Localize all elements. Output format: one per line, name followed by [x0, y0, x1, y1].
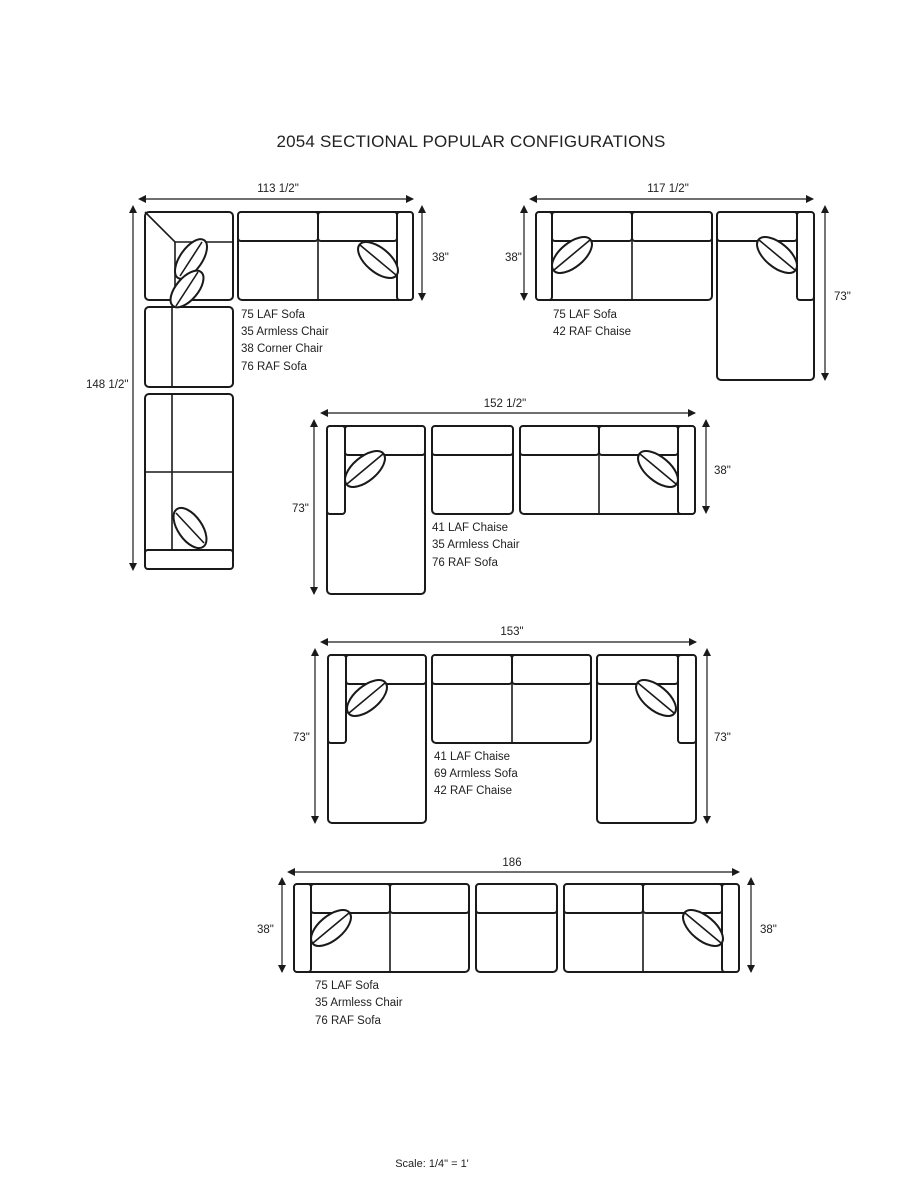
- right-dimension: 38": [760, 924, 777, 936]
- width-dimension: 186: [502, 857, 522, 869]
- piece-label: 42 RAF Chaise: [434, 785, 512, 797]
- length-dimension: 148 1/2": [86, 379, 129, 391]
- depth-dimension: 38": [714, 465, 731, 477]
- piece-label: 41 LAF Chaise: [434, 751, 511, 763]
- armless-chair: [145, 307, 233, 387]
- piece-label: 35 Armless Chair: [315, 997, 403, 1009]
- piece-label: 42 RAF Chaise: [553, 326, 631, 338]
- config-4: [293, 626, 731, 823]
- piece-label: 76 RAF Sofa: [241, 361, 307, 373]
- piece-label: 35 Armless Chair: [241, 326, 329, 338]
- right-dimension: 73": [714, 732, 731, 744]
- page-title: 2054 SECTIONAL POPULAR CONFIGURATIONS: [276, 132, 666, 151]
- piece-label: 69 Armless Sofa: [434, 768, 518, 780]
- piece-label: 75 LAF Sofa: [315, 980, 379, 992]
- depth-dimension: 38": [432, 252, 449, 264]
- width-dimension: 117 1/2": [647, 183, 689, 195]
- piece-label: 76 RAF Sofa: [315, 1015, 381, 1027]
- piece-label: 75 LAF Sofa: [553, 309, 617, 321]
- config-3: [292, 398, 731, 594]
- config-2: [505, 183, 851, 380]
- piece-label: 35 Armless Chair: [432, 539, 520, 551]
- piece-label: 38 Corner Chair: [241, 343, 323, 355]
- width-dimension: 153": [500, 626, 524, 638]
- width-dimension: 152 1/2": [483, 398, 527, 410]
- left-dimension: 73": [293, 732, 310, 744]
- config-5: [257, 857, 777, 1027]
- piece-label: 75 LAF Sofa: [241, 309, 305, 321]
- scale-note: Scale: 1/4" = 1': [395, 1158, 469, 1170]
- left-dimension: 38": [257, 924, 274, 936]
- piece-label: 76 RAF Sofa: [432, 557, 498, 569]
- piece-label: 41 LAF Chaise: [432, 522, 509, 534]
- depth-dimension: 38": [505, 252, 522, 264]
- chaise-dimension: 73": [292, 503, 309, 515]
- width-dimension: 113 1/2": [257, 183, 299, 195]
- chaise-dimension: 73": [834, 291, 851, 303]
